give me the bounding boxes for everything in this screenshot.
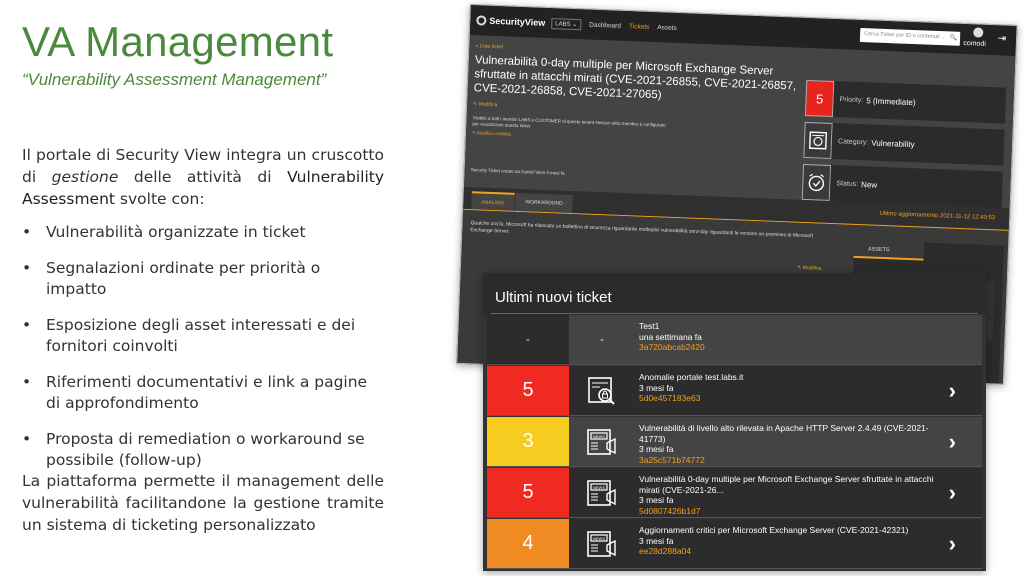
slide-subtitle: “Vulnerability Assessment Management” <box>22 70 327 89</box>
ticket-title: Vulnerabilità 0-day multiple per Microsoft Exchange Server sfruttate in attacchi mirati (CVE-2021-26855, CVE-2021-26857, CVE-2021-26858, CVE-2021-27065) <box>473 54 797 102</box>
status-value: New <box>860 179 878 190</box>
bullet-icon: • <box>22 223 32 241</box>
priority-badge: - <box>487 315 569 364</box>
priority-badge: 4 <box>487 519 569 568</box>
ticket-row[interactable] <box>487 417 982 467</box>
ticket-row[interactable] <box>487 315 982 365</box>
search-icon[interactable]: 🔍 <box>949 35 958 42</box>
ticket-age: una settimana fa <box>639 331 702 342</box>
ticket-row[interactable] <box>487 519 982 569</box>
vulnerability-icon <box>569 366 635 415</box>
back-to-list-link[interactable]: « Lista ticket <box>475 43 504 51</box>
intro-text-2: delle attività di <box>133 168 272 186</box>
tab-workaround[interactable]: WORKAROUND <box>515 193 573 213</box>
ticket-hash: 3a720abcab2420 <box>639 342 705 352</box>
intro-text-3: svolte con: <box>119 190 205 208</box>
category-label <box>831 123 1004 166</box>
ticket-info <box>639 423 939 465</box>
chevron-right-icon[interactable]: › <box>948 429 956 454</box>
edit-title-link[interactable]: ✎ Modifica <box>473 101 498 109</box>
ticket-info <box>639 474 939 516</box>
ticket-age: 3 mesi fa <box>639 535 674 546</box>
logo-icon <box>476 15 486 25</box>
tab-analisis[interactable]: ANALISIS <box>471 191 514 211</box>
ticket-title: Anomalie portale test.labs.it <box>639 372 744 382</box>
news-icon <box>569 468 635 517</box>
logout-icon[interactable]: ⇥ <box>997 33 1007 45</box>
nav-dashboard[interactable]: Dashboard <box>589 21 622 30</box>
search-input[interactable] <box>860 28 960 46</box>
ticket-row[interactable] <box>487 366 982 416</box>
feature-list <box>22 222 384 486</box>
latest-tickets-header <box>483 273 986 315</box>
category-label-text: Category: <box>837 137 869 146</box>
analysis-text: Qualche ora fa, Microsoft ha rilasciato un bollettino di sicurezza riguardante molteplici vulnerabilità zero-day riguardanti le versioni on-premises di Microsoft Exchange Server. <box>470 220 814 240</box>
feature-text: Vulnerabilità organizzate in ticket <box>46 223 306 241</box>
slide-title: VA Management <box>22 18 334 65</box>
feature-text: Riferimenti documentativi e link a pagine di approfondimento <box>46 373 368 412</box>
ticket-header <box>464 35 1015 208</box>
priority-label-text: Priority: <box>839 95 864 104</box>
ticket-hash: 5d0807426b1d7 <box>639 505 701 516</box>
tab-assets[interactable]: ASSETS <box>854 240 925 261</box>
ticket-title: Aggiornamenti critici per Microsoft Exchange Server (CVE-2021-42321) <box>639 525 909 535</box>
svg-text:NEWS: NEWS <box>593 484 605 490</box>
last-update: Ultimo aggiornamento 2021-11-12 12:40:53 <box>879 210 996 222</box>
vulnerability-icon <box>803 122 832 159</box>
alarm-clock-icon <box>802 164 831 201</box>
chevron-right-icon[interactable]: › <box>948 531 956 556</box>
category-value: Vulnerability <box>871 138 915 149</box>
ticket-title: Test1 <box>639 321 660 331</box>
news-icon <box>569 519 635 568</box>
category-cell: - <box>600 333 604 346</box>
search-placeholder: Cerca Ticket per ID o contenuti ... <box>864 31 946 41</box>
priority-row <box>805 80 1006 124</box>
feature-item <box>22 222 384 243</box>
tenant-select[interactable]: LABS ⌄ <box>551 18 581 30</box>
intro-text-1: Il portale di Security View integra un cruscotto di <box>22 146 384 186</box>
bullet-icon: • <box>22 430 32 448</box>
svg-text:NEWS: NEWS <box>593 535 605 541</box>
latest-tickets-screenshot <box>483 273 986 571</box>
latest-tickets-title: Ultimi nuovi ticket <box>495 289 612 306</box>
ticket-title: Vulnerabilità 0-day multiple per Microsoft Exchange Server sfruttate in attacchi mirati (CVE-2021-26... <box>639 474 934 495</box>
svg-text:NEWS: NEWS <box>593 433 605 439</box>
ticket-info <box>639 372 939 404</box>
bullet-icon: • <box>22 316 32 334</box>
ticket-hash: 5d0e457183e63 <box>639 393 701 403</box>
priority-badge: 5 <box>487 468 569 517</box>
ticket-age: 3 mesi fa <box>639 495 674 505</box>
intro-term: Vulnerability Assessment <box>22 168 385 208</box>
slide-intro <box>22 144 384 210</box>
user-avatar-icon[interactable] <box>973 27 983 37</box>
ticket-age: 3 mesi fa <box>639 444 674 454</box>
feature-item <box>22 315 384 357</box>
ticket-row[interactable] <box>487 468 982 518</box>
chevron-right-icon[interactable]: › <box>948 378 956 403</box>
ticket-hash: 3a25c571b74772 <box>639 454 705 465</box>
ticket-info <box>639 525 939 557</box>
edit-analysis-link[interactable]: ✎ Modifica <box>797 264 822 272</box>
intro-emphasis: gestione <box>51 168 119 186</box>
priority-value: 5 (Immediate) <box>866 95 916 107</box>
slide-footer: La piattaforma permette il management delle vulnerabilità facilitandone la gestione tramite un sistema di ticketing personalizzato <box>22 472 384 534</box>
news-icon <box>569 417 635 466</box>
edit-visibility-link[interactable]: ✎ Modifica visibilità <box>471 130 511 137</box>
priority-badge: 5 <box>805 80 834 117</box>
bullet-icon: • <box>22 373 32 391</box>
ticket-age: 3 mesi fa <box>639 382 674 393</box>
header-divider <box>491 313 978 314</box>
user-name[interactable]: comodi <box>963 39 986 48</box>
feature-text: Proposta di remediation o workaround se possibile (follow-up) <box>46 430 365 469</box>
ticket-hash: ee28d288a04 <box>639 546 692 556</box>
feature-item <box>22 258 384 300</box>
priority-badge: 3 <box>487 417 569 466</box>
feature-text: Esposizione degli asset interessati e dei fornitori coinvolti <box>46 316 356 355</box>
nav-tickets[interactable]: Tickets <box>628 22 650 31</box>
bullet-icon: • <box>22 259 32 277</box>
created-info: Security Ticket creato da Daniel Verzi 3 mesi fa <box>470 167 565 176</box>
ticket-info <box>639 321 939 353</box>
nav-assets[interactable]: Assets <box>657 23 677 32</box>
app-logo[interactable] <box>476 15 545 28</box>
chevron-right-icon[interactable]: › <box>948 480 956 505</box>
priority-badge: 5 <box>487 366 569 415</box>
category-row <box>803 122 1004 166</box>
status-label-text: Status: <box>836 179 859 188</box>
ticket-title: Vulnerabilità di livello alto rilevata in Apache HTTP Server 2.4.49 (CVE-2021-41773) <box>639 423 929 444</box>
priority-label <box>833 81 1006 124</box>
app-name: SecurityView <box>489 15 546 28</box>
visibility-info: Visibile a tutti i membri LABS e CUSTOMER di questo tenant Nessun altro membro è configurato per visualizzare questo ticket <box>472 115 666 129</box>
feature-item <box>22 429 384 471</box>
feature-item <box>22 372 384 414</box>
feature-text: Segnalazioni ordinate per priorità o impatto <box>46 259 321 298</box>
